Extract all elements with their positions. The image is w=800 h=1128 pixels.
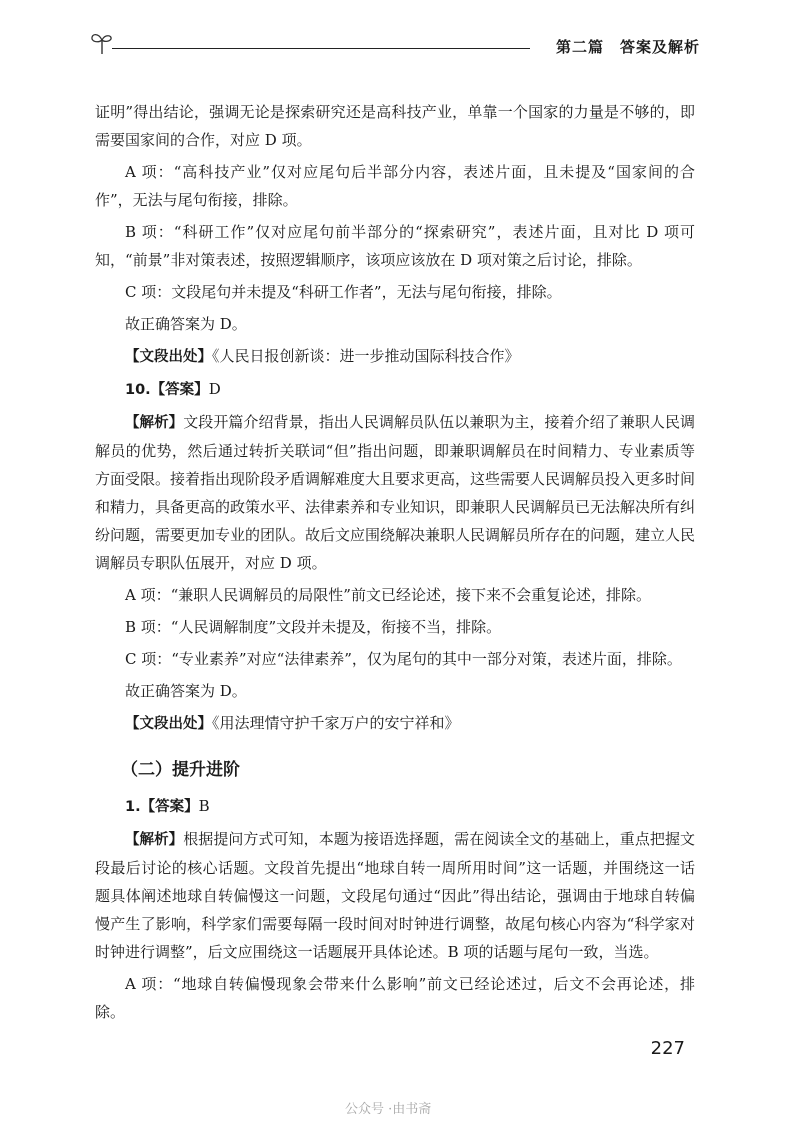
paragraph-label: 【解析】 [125, 832, 184, 848]
paragraph-text: A 项：“兼职人民调解员的局限性”前文已经论述，接下来不会重复论述，排除。 [125, 586, 651, 604]
section-title: 第二篇 答案及解析 [555, 38, 700, 56]
paragraph-group-lower [95, 792, 695, 1026]
paragraph-label: 1.【答案】 [125, 799, 199, 815]
paragraph-label: 【文段出处】 [125, 716, 212, 732]
paragraph-text: C 项：“专业素养”对应“法律素养”，仅为尾句的其中一部分对策，表述片面，排除。 [125, 650, 682, 668]
paragraph [95, 98, 695, 154]
sprout-icon [88, 28, 116, 56]
page-header [88, 28, 700, 58]
paragraph-text: 故正确答案为 D。 [125, 315, 247, 333]
paragraph [95, 581, 695, 609]
paragraph-label: 【解析】 [125, 415, 184, 431]
paragraph-text: B [198, 797, 210, 815]
paragraph [95, 408, 695, 577]
paragraph [95, 709, 695, 738]
paragraph-text: C 项：文段尾句并未提及“科研工作者”，无法与尾句衔接，排除。 [125, 283, 562, 301]
paragraph [95, 613, 695, 641]
paragraph-text: 文段开篇介绍背景，指出人民调解员队伍以兼职为主，接着介绍了兼职人民调解员的优势，然后通过转折关联词“但”指出问题，即兼职调解员在时间精力、专业素质等方面受限。接着指出现阶段矛盾调解难度大且要求更高，这些需要人民调解员投入更多时间和精力，具备更高的政策水平、法律素养和专业知识，即兼职人民调解员已无法解决所有纠纷问题，需要更加专业的团队。故后文应围绕解决兼职人民调解员所存在的问题，建立人民调解员专职队伍展开，对应 D 项。 [95, 413, 696, 572]
paragraph-text: 《人民日报创新谈：进一步推动国际科技合作》 [212, 347, 520, 365]
paragraph-text: 证明”得出结论，强调无论是探索研究还是高科技产业，单靠一个国家的力量是不够的，即需要国家间的合作，对应 D 项。 [95, 103, 695, 149]
answer-content [95, 98, 695, 1030]
header-rule [112, 48, 530, 49]
watermark: 公众号 ·由书斋 [345, 1102, 432, 1117]
paragraph-text: A 项：“地球自转偏慢现象会带来什么影响”前文已经论述过，后文不会再论述，排除。 [95, 975, 695, 1021]
paragraph-text: 《用法理情守护千家万户的安宁祥和》 [212, 714, 460, 732]
paragraph [95, 278, 695, 306]
paragraph-text: B 项：“人民调解制度”文段并未提及，衔接不当，排除。 [125, 618, 502, 636]
paragraph-text: B 项：“科研工作”仅对应尾句前半部分的“探索研究”，表述片面，且对比 D 项可知，“前景”非对策表述，按照逻辑顺序，该项应该放在 D 项对策之后讨论，排除。 [95, 223, 695, 269]
paragraph-text: 根据提问方式可知，本题为接语选择题，需在阅读全文的基础上，重点把握文段最后讨论的核心话题。文段首先提出“地球自转一周所用时间”这一话题，并围绕这一话题具体阐述地球自转偏慢这一问题，文段尾句通过“因此”得出结论，强调由于地球自转偏慢产生了影响，科学家们需要每隔一段时间对时钟进行调整，故尾句核心内容为“科学家对时钟进行调整”，后文应围绕这一话题展开具体论述。B 项的话题与尾句一致，当选。 [95, 830, 695, 961]
paragraph [95, 970, 695, 1026]
paragraph-label: 10.【答案】 [125, 382, 209, 398]
paragraph [95, 310, 695, 338]
paragraph [95, 375, 695, 404]
paragraph [95, 825, 695, 966]
paragraph [95, 218, 695, 274]
paragraph-label: 【文段出处】 [125, 349, 212, 365]
page-number: 227 [650, 1038, 685, 1059]
paragraph [95, 677, 695, 705]
paragraph [95, 158, 695, 214]
paragraph [95, 645, 695, 673]
paragraph-text: A 项：“高科技产业”仅对应尾句后半部分内容，表述片面，且未提及“国家间的合作”，无法与尾句衔接，排除。 [95, 163, 695, 209]
section-heading: （二）提升进阶 [121, 760, 240, 780]
paragraph-text: 故正确答案为 D。 [125, 682, 247, 700]
paragraph-text: D [208, 380, 221, 398]
paragraph [95, 342, 695, 371]
paragraph-group-upper [95, 98, 695, 738]
paragraph [95, 792, 695, 821]
